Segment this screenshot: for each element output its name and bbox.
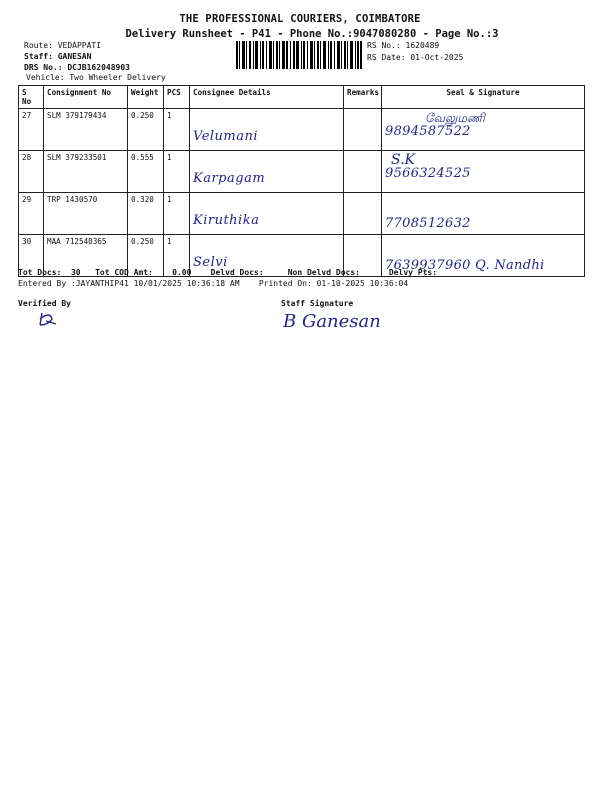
consignee-handwriting: Velumani	[193, 129, 259, 144]
staff-label: Staff: GANESAN	[24, 52, 92, 61]
entered-by-line: Entered By :JAYANTHIP41 10/01/2025 10:36:18 AM Printed On: 01-10-2025 10:36:04	[18, 279, 409, 288]
pcs-cell: 1	[164, 193, 190, 235]
receiver-signature	[385, 237, 581, 251]
barcode-image	[236, 41, 362, 69]
table-header-row	[19, 86, 585, 109]
sno-cell: 28	[19, 151, 44, 193]
pcs-cell: 1	[164, 235, 190, 277]
receiver-phone: 7639937960 Q. Nandhi	[385, 258, 545, 273]
col-consignee-header: Consignee Details	[190, 86, 344, 109]
verifier-signature-mark	[34, 309, 64, 329]
remarks-cell	[344, 109, 382, 151]
company-title: THE PROFESSIONAL COURIERS, COIMBATORE	[179, 13, 421, 25]
signature-cell	[382, 109, 585, 151]
pcs-cell: 1	[164, 109, 190, 151]
consignee-handwriting: Selvi	[193, 255, 228, 270]
col-remarks-header: Remarks	[344, 86, 382, 109]
consignment-cell: SLM 379179434	[44, 109, 128, 151]
totals-line: Tot Docs: 30 Tot COD Amt: 0.00 Delvd Docs: Non Delvd Docs: Delvy Pts:	[18, 268, 438, 277]
consignment-cell: TRP 1430570	[44, 193, 128, 235]
remarks-cell	[344, 193, 382, 235]
receiver-phone: 9894587522	[385, 124, 471, 139]
verified-by-label: Verified By	[18, 299, 71, 308]
col-sno-header: S No	[19, 86, 44, 109]
delivery-table	[18, 85, 585, 277]
pcs-cell: 1	[164, 151, 190, 193]
consignee-handwriting: Karpagam	[193, 171, 266, 186]
weight-cell: 0.320	[128, 193, 164, 235]
route-label: Route: VEDAPPATI	[24, 41, 102, 50]
remarks-cell	[344, 151, 382, 193]
col-signature-header: Seal & Signature	[382, 86, 585, 109]
consignee-cell	[190, 109, 344, 151]
receiver-phone: 9566324525	[385, 166, 471, 181]
receiver-phone: 7708512632	[385, 216, 471, 231]
table-row	[19, 193, 585, 235]
weight-cell: 0.555	[128, 151, 164, 193]
rs-date: RS Date: 01-Oct-2025	[367, 53, 464, 62]
signature-cell	[382, 193, 585, 235]
receiver-signature	[385, 195, 581, 209]
col-consignment-header: Consignment No	[44, 86, 128, 109]
col-pcs-header: PCS	[164, 86, 190, 109]
sno-cell: 29	[19, 193, 44, 235]
consignee-cell	[190, 151, 344, 193]
sno-cell: 27	[19, 109, 44, 151]
consignee-cell	[190, 193, 344, 235]
drs-number: DRS No.: DCJB162048903	[24, 63, 130, 72]
receiver-signature: வேலுமணி	[425, 111, 485, 125]
weight-cell: 0.250	[128, 235, 164, 277]
consignee-handwriting: Kiruthika	[193, 213, 260, 228]
weight-cell: 0.250	[128, 109, 164, 151]
receiver-signature: S.K	[391, 152, 416, 168]
runsheet-subtitle: Delivery Runsheet - P41 - Phone No.:9047080280 - Page No.:3	[125, 28, 499, 40]
table-row	[19, 109, 585, 151]
staff-signature: B Ganesan	[283, 311, 381, 332]
rs-number: RS No.: 1620489	[367, 41, 440, 50]
staff-signature-label: Staff Signature	[281, 299, 354, 308]
consignment-cell: SLM 379233501	[44, 151, 128, 193]
table-row	[19, 151, 585, 193]
vehicle-label: Vehicle: Two Wheeler Delivery	[26, 73, 166, 82]
sno-cell: 30	[19, 235, 44, 277]
signature-cell	[382, 151, 585, 193]
col-weight-header: Weight	[128, 86, 164, 109]
consignment-cell: MAA 712540365	[44, 235, 128, 277]
